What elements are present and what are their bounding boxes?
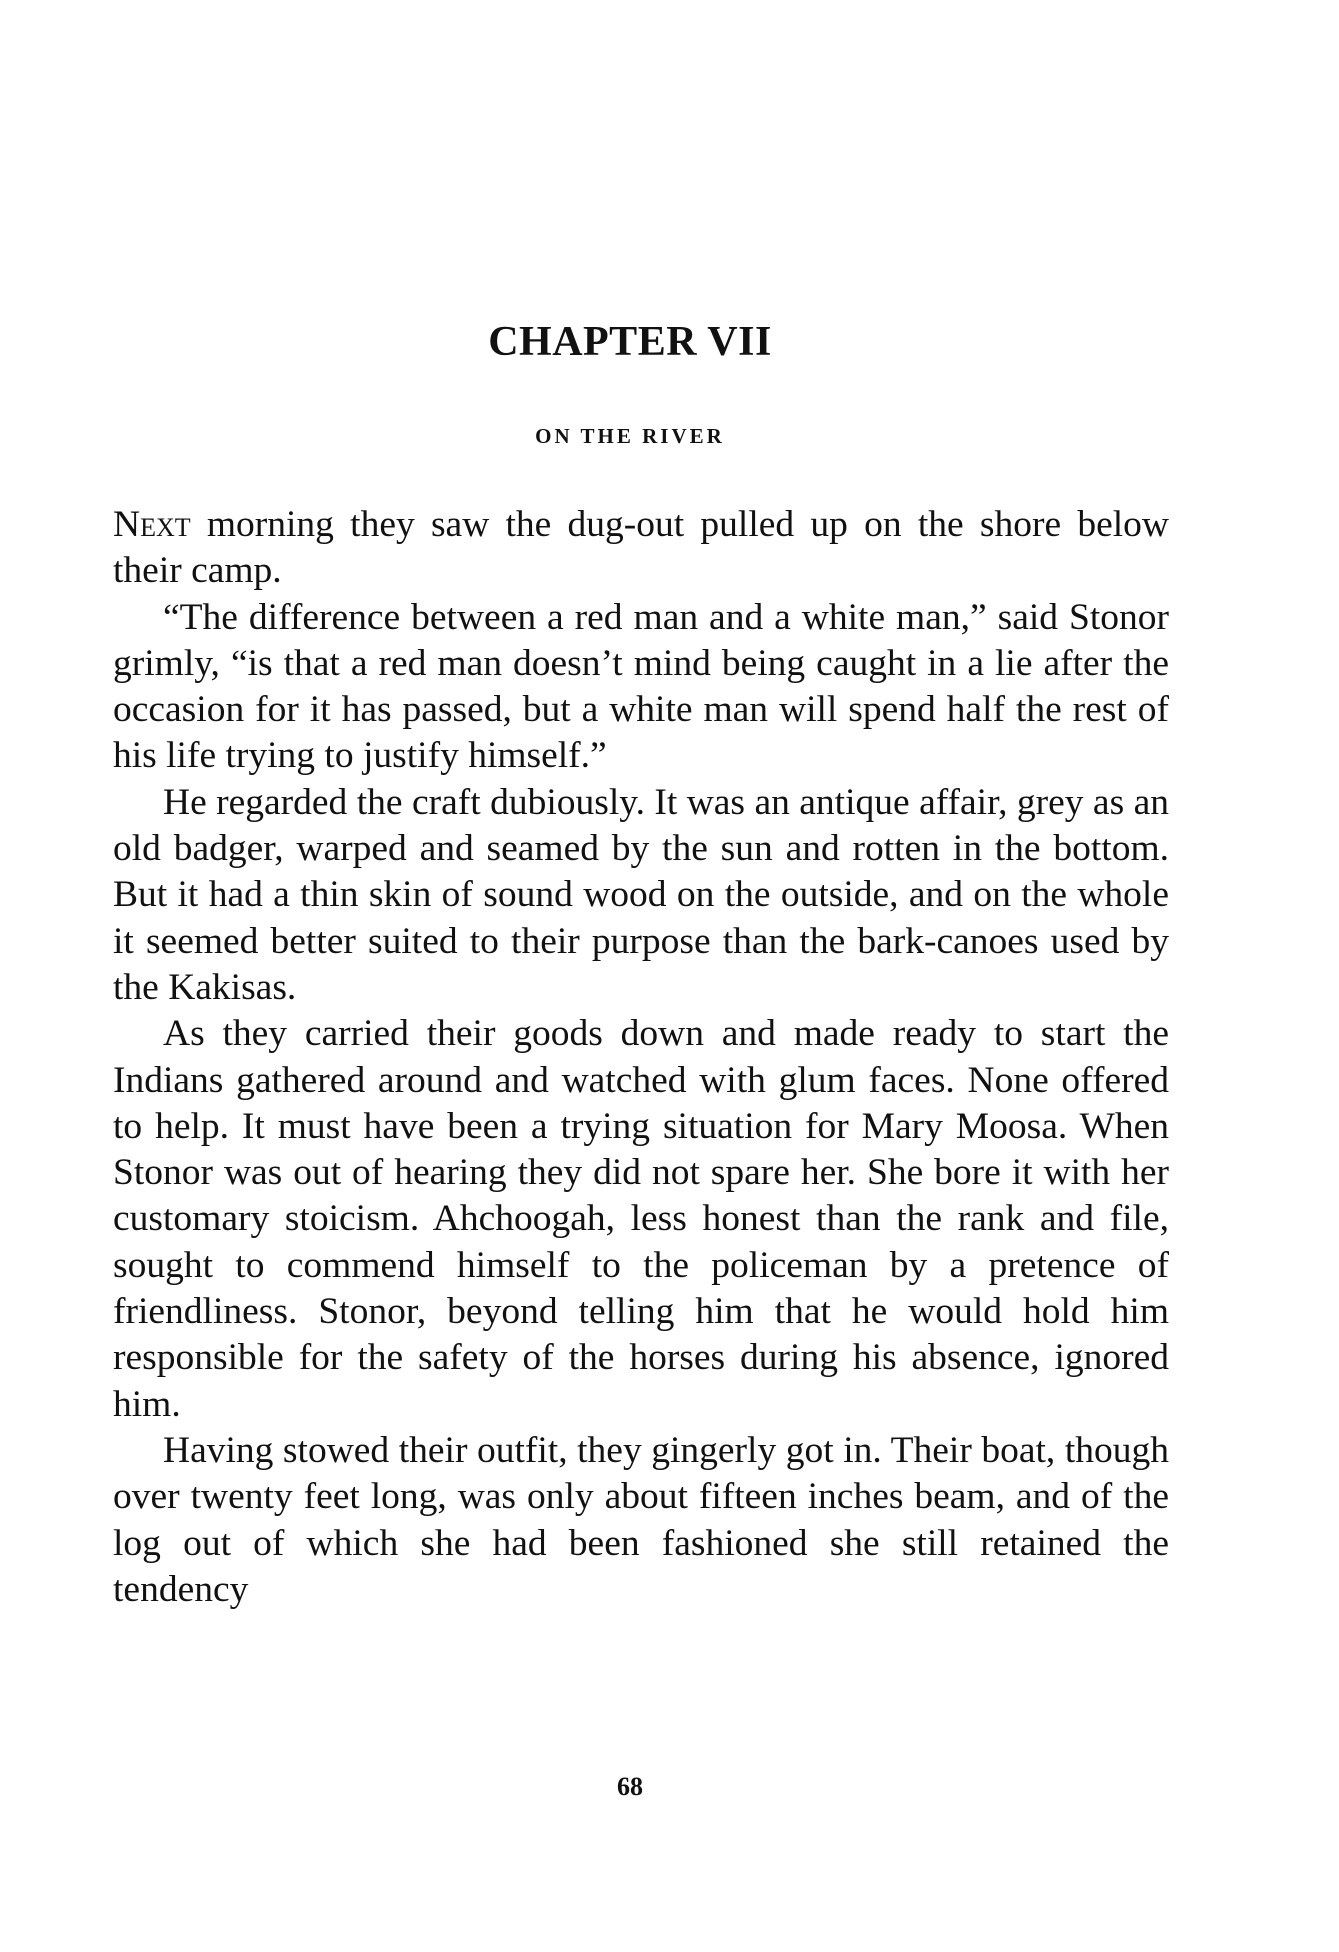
paragraph-lead-word: Next	[113, 504, 191, 545]
chapter-title: CHAPTER VII	[488, 319, 772, 365]
chapter-subtitle: ON THE RIVER	[535, 424, 725, 448]
paragraph: Having stowed their outfit, they gingerly got in. Their boat, though over twenty feet long, was only about fifteen inches beam, and of the log out of which she had been fashioned she still retained the tendency	[113, 1429, 1169, 1610]
paragraph-text: morning they saw the dug-out pulled up on the shore below their camp.	[113, 504, 1169, 592]
paragraph: As they carried their goods down and made ready to start the Indians gathered around and watched with glum faces. None offered to help. It must have been a trying situation for Mary Moosa. When Stonor was out of hearing they did not spare her. She bore it with her customary stoicism. Ahchoogah, less honest than the rank and file, sought to commend himself to the policeman by a pretence of friendliness. Stonor, beyond telling him that he would hold him responsible for the safety of the horses during his absence, ignored him.	[113, 1013, 1169, 1425]
paragraph	[113, 502, 1169, 595]
paragraph: “The difference between a red man and a white man,” said Stonor grimly, “is that a red man doesn’t mind being caught in a lie after the occasion for it has passed, but a white man will spend half the rest of his life trying to justify himself.”	[113, 596, 1169, 777]
paragraph: He regarded the craft dubiously. It was an antique affair, grey as an old badger, warped and seamed by the sun and rotten in the bottom. But it had a thin skin of sound wood on the outside, and on the whole it seemed better suited to their purpose than the bark-canoes used by the Kakisas.	[113, 781, 1169, 1008]
body-text	[113, 502, 1169, 1613]
page-number: 68	[617, 1772, 643, 1801]
